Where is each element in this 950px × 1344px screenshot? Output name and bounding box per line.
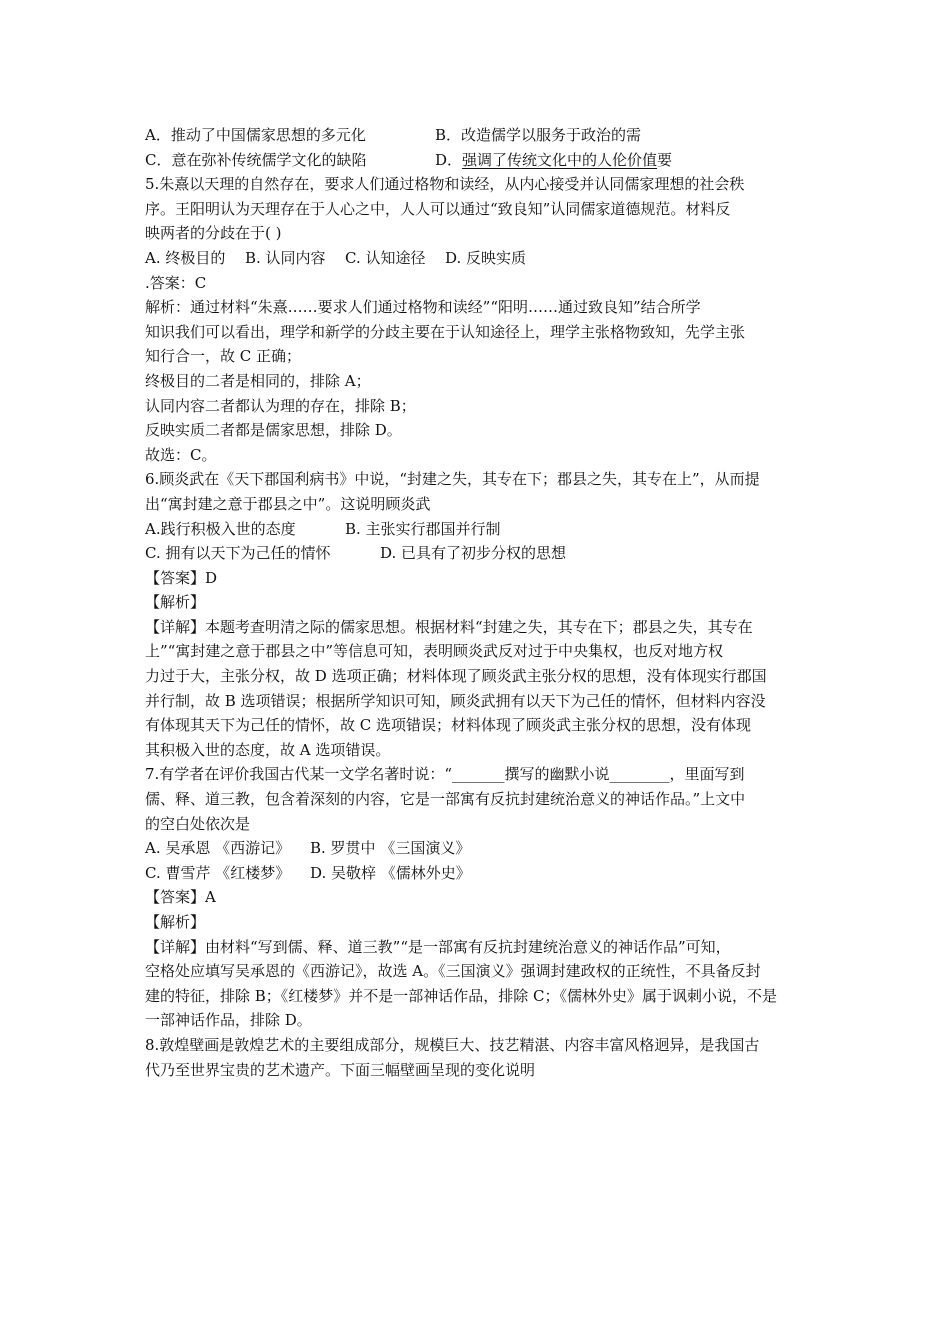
q7-options-row-1 xyxy=(145,836,810,861)
q5-analysis-line-4: 终极目的二者是相同的，排除 A； xyxy=(145,371,371,390)
q7-analysis-label: 【解析】 xyxy=(145,913,206,931)
q6-detail-line-5: 有体现其天下为己任的情怀，故 C 选项错误；材料体现了顾炎武主张分权的思想，没有体现 xyxy=(145,716,752,735)
q6-option-a: A.践行积极入世的态度 xyxy=(145,519,296,538)
q6-detail-line-6: 其积极入世的态度，故 A 选项错误。 xyxy=(145,740,391,759)
q6-option-b: B. 主张实行郡国并行制 xyxy=(345,519,501,538)
q6-detail-line-2: 上”“寓封建之意于郡县之中”等信息可知，表明顾炎武反对过于中央集权，也反对地方权 xyxy=(145,642,724,661)
q5-options-row xyxy=(145,246,810,271)
q5-analysis-line-3: 知行合一，故 C 正确； xyxy=(145,347,302,366)
q6-stem-line-1: 6.顾炎武在《天下郡国利病书》中说，“封建之失，其专在下；郡县之失，其专在上”，从而提 xyxy=(145,470,760,489)
q5-option-c: C. 认知途径 xyxy=(345,248,426,267)
q8-stem-line-2: 代乃至世界宝贵的艺术遗产。下面三幅壁画呈现的变化说明 xyxy=(145,1060,536,1079)
q7-option-d: D. 吴敬梓 《儒林外史》 xyxy=(310,863,471,882)
q7-option-b: B. 罗贯中 《三国演义》 xyxy=(310,839,471,858)
q5-option-a: A. 终极目的 xyxy=(145,248,226,267)
q8-stem-line-1: 8.敦煌壁画是敦煌艺术的主要组成部分，规模巨大、技艺精湛、内容丰富风格迥异，是我国古 xyxy=(145,1035,760,1054)
q5-analysis-line-6: 反映实质二者都是儒家思想，排除 D。 xyxy=(145,421,402,440)
q7-option-a: A. 吴承恩 《西游记》 xyxy=(145,839,291,858)
q7-detail-line-4: 一部神话作品，排除 D。 xyxy=(145,1011,312,1030)
q5-stem-line-3: 映两者的分歧在于( ) xyxy=(145,224,282,243)
q7-detail-line-3: 建的特征，排除 B；《红楼梦》并不是一部神话作品，排除 C；《儒林外史》属于讽刺小说，不是 xyxy=(145,986,778,1005)
q6-options-row-1 xyxy=(145,517,810,542)
q4-option-d-letter: D． xyxy=(435,150,463,169)
q4-options-row-2 xyxy=(145,148,810,173)
q5-analysis-line-1: 解析：通过材料“朱熹……要求人们通过格物和读经”“阳明……通过致良知”结合所学 xyxy=(145,298,701,317)
q6-options-row-2 xyxy=(145,541,810,566)
document-page xyxy=(145,123,810,1082)
q6-stem-line-2: 出“寓封建之意于郡县之中”。这说明顾炎武 xyxy=(145,494,431,513)
q5-option-b: B. 认同内容 xyxy=(245,248,326,267)
q7-options-row-2 xyxy=(145,861,810,886)
q7-stem-line-3: 的空白处依次是 xyxy=(145,814,251,833)
q7-stem-line-1: 7.有学者在评价我国古代某一文学名著时说：“_______撰写的幽默小说________，里面写到 xyxy=(145,765,745,784)
q5-analysis-line-2: 知识我们可以看出，理学和新学的分歧主要在于认知途径上，理学主张格物致知，先学主张 xyxy=(145,322,746,341)
q4-option-a: A．推动了中国儒家思想的多元化 xyxy=(145,126,366,144)
q6-detail-line-3: 力过于大，主张分权，故 D 选项正确；材料体现了顾炎武主张分权的思想，没有体现实行郡国 xyxy=(145,667,767,686)
q4-option-d xyxy=(435,148,672,173)
q7-option-c: C. 曹雪芹 《红楼梦》 xyxy=(145,863,291,882)
q5-option-d: D. 反映实质 xyxy=(445,248,527,267)
q7-answer: 【答案】A xyxy=(145,888,216,907)
q7-stem-line-2: 儒、释、道三教，包含着深刻的内容，它是一部寓有反抗封建统治意义的神话作品。”上文中 xyxy=(145,790,746,809)
q5-analysis-line-7: 故选：C。 xyxy=(145,445,217,464)
q6-analysis-label: 【解析】 xyxy=(145,593,206,612)
q6-detail-line-4: 并行制，故 B 选项错误；根据所学知识可知，顾炎武拥有以天下为己任的情怀，但材料内容没 xyxy=(145,691,766,710)
q6-option-d: D. 已具有了初步分权的思想 xyxy=(380,544,567,563)
q5-stem-line-1: 5.朱熹以天理的自然存在，要求人们通过格物和读经，从内心接受并认同儒家理想的社会秩 xyxy=(145,175,745,194)
q5-answer: .答案：C xyxy=(145,273,207,292)
q4-option-c: C．意在弥补传统儒学文化的缺陷 xyxy=(145,150,367,169)
q7-detail-line-2: 空格处应填写吴承恩的《西游记》，故选 A。《三国演义》强调封建政权的正统性，不具备反封 xyxy=(145,962,761,981)
q5-stem-line-2: 序。王阳明认为天理存在于人心之中，人人可以通过“致良知”认同儒家道德规范。材料反 xyxy=(145,199,731,218)
q4-option-d-tail: 要 xyxy=(657,150,673,169)
q6-option-c: C. 拥有以天下为己任的情怀 xyxy=(145,544,331,563)
q6-detail-line-1: 【详解】本题考查明清之际的儒家思想。根据材料“封建之失，其专在下；郡县之失，其专在 xyxy=(145,617,753,636)
q4-options-row-1 xyxy=(145,123,810,148)
q5-analysis-line-5: 认同内容二者都认为理的存在，排除 B； xyxy=(145,396,416,415)
q7-detail-line-1: 【详解】由材料“写到儒、释、道三教”“是一部寓有反抗封建统治意义的神话作品”可知， xyxy=(145,937,731,956)
q4-option-d-underlined: 强调了传统文化中的人伦价值 xyxy=(462,150,658,169)
q6-answer: 【答案】D xyxy=(145,568,218,587)
q4-option-b: B．改造儒学以服务于政治的需 xyxy=(435,126,642,144)
